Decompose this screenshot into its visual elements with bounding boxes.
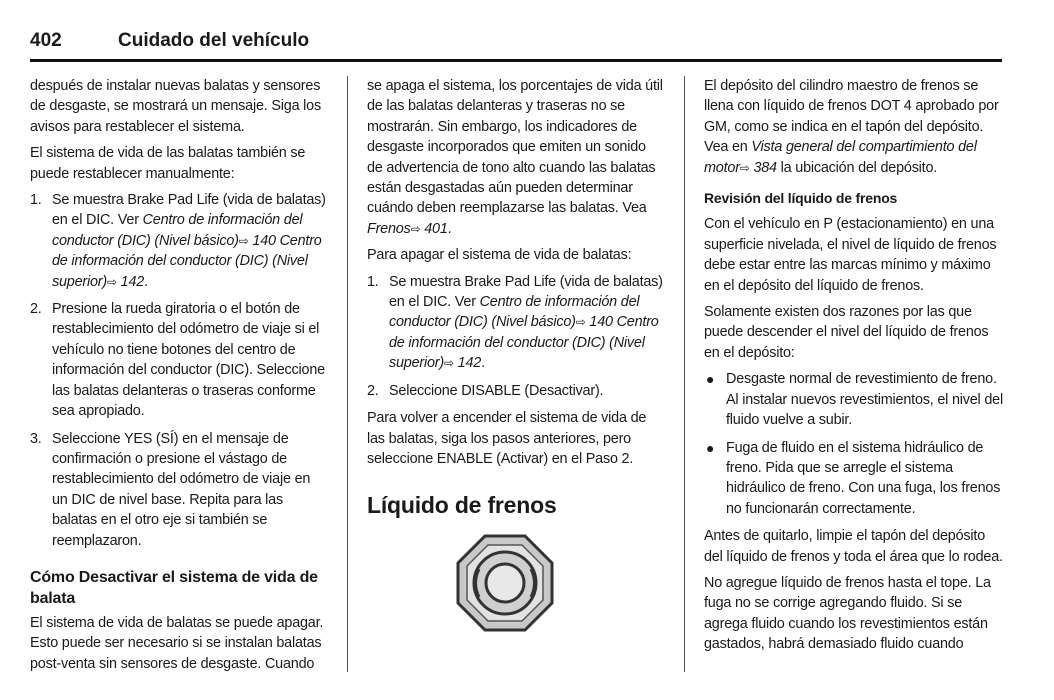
paragraph-end: .: [447, 220, 452, 237]
page-ref[interactable]: 140: [248, 232, 280, 249]
paragraph: No agregue líquido de frenos hasta el tope. La fuga no se corrige agregando fluido. Si se agrega fluido cuando los revestimientos están gastados, habrá demasiado fluido cuando: [704, 574, 991, 653]
paragraph-text: El depósito del cilindro maestro de frenos se llena con líquido de frenos DOT 4 aprobado por GM, como se indica en el tapón del depósito. Vea en: [704, 78, 999, 156]
disable-steps-list: [367, 272, 665, 401]
chapter-title: Cuidado del vehículo: [118, 30, 310, 51]
step-number: 2.: [367, 382, 379, 399]
page-arrow-icon: ⇨: [238, 233, 249, 248]
page-arrow-icon: ⇨: [739, 160, 750, 175]
page-ref[interactable]: 384: [749, 159, 777, 176]
reset-steps-list: [30, 190, 328, 551]
cross-reference-link[interactable]: Vista general del compartimiento del motor: [704, 139, 977, 176]
section-subheading: Cómo Desactivar el sistema de vida de balata: [30, 568, 318, 607]
bullet-text: Desgaste normal de revestimiento de freno. Al instalar nuevos revestimientos, el nivel del fluido vuelve a subir.: [726, 371, 1003, 429]
page-arrow-icon: ⇨: [410, 221, 421, 236]
reasons-list: [704, 369, 1004, 519]
step-number: 3.: [30, 430, 42, 447]
column-3: [704, 76, 1004, 661]
bullet-icon: ●: [706, 371, 715, 388]
section-title: Líquido de frenos: [367, 492, 557, 519]
step-number: 1.: [367, 273, 379, 290]
page-arrow-icon: ⇨: [575, 315, 586, 330]
cross-reference-link[interactable]: Centro de información del conductor (DIC) (Nivel superior): [389, 314, 659, 372]
step-text: Presione la rueda giratoria o el botón de restablecimiento del odómetro de viaje si el vehículo no tiene botones del centro de información del conductor (DIC). Seleccione las balatas delanteras o traseras conforme sea apropiado.: [52, 301, 325, 420]
list-item: [30, 429, 328, 551]
step-number: 1.: [30, 192, 42, 209]
step-text: Se muestra Brake Pad Life (vida de balatas) en el DIC. Ver: [389, 273, 663, 311]
bullet-icon: ●: [706, 439, 715, 456]
paragraph: Con el vehículo en P (estacionamiento) en una superficie nivelada, el nivel de líquido de frenos debe estar entre las marcas mínimo y máximo en el depósito del líquido de frenos.: [704, 216, 997, 294]
cross-reference-link[interactable]: Centro de información del conductor (DIC) (Nivel básico): [52, 212, 303, 249]
section-subheading: Revisión del líquido de frenos: [704, 190, 898, 207]
page-number: 402: [30, 30, 62, 51]
cross-reference-link[interactable]: Frenos: [367, 220, 411, 237]
page-arrow-icon: ⇨: [443, 356, 454, 371]
list-item: [704, 438, 1004, 520]
page-header: [30, 28, 1002, 62]
page-ref[interactable]: 401: [420, 220, 448, 237]
brake-fluid-cap-icon: [455, 533, 555, 633]
page-arrow-icon: ⇨: [106, 274, 117, 289]
step-end: .: [481, 355, 485, 372]
column-divider: [347, 76, 348, 672]
paragraph: El sistema de vida de balatas se puede apagar. Esto puede ser necesario si se instalan balatas post-venta sin sensores de desgaste. Cuando: [30, 614, 324, 672]
column-divider: [684, 76, 685, 672]
cross-reference-link[interactable]: Centro de información del conductor (DIC) (Nivel básico): [389, 294, 640, 331]
list-item: [30, 299, 328, 421]
cross-reference-link[interactable]: Centro de información del conductor (DIC) (Nivel superior): [52, 232, 322, 290]
step-text: Se muestra Brake Pad Life (vida de balatas) en el DIC. Ver: [52, 192, 326, 229]
step-end: .: [144, 273, 148, 290]
column-2: [367, 76, 665, 633]
paragraph: El sistema de vida de las balatas también se puede restablecer manualmente:: [30, 145, 306, 182]
page-ref[interactable]: 142: [116, 273, 145, 290]
bullet-text: Fuga de fluido en el sistema hidráulico de freno. Pida que se arregle el sistema hidráulico de freno. Con una fuga, los frenos no funcionarán correctamente.: [726, 439, 1001, 517]
list-item: [367, 272, 665, 374]
paragraph: [704, 76, 1004, 178]
paragraph: Solamente existen dos razones por las que puede descender el nivel del líquido de frenos en el depósito:: [704, 304, 989, 361]
paragraph: Para volver a encender el sistema de vida de las balatas, siga los pasos anteriores, pero seleccione ENABLE (Activar) en el Paso 2.: [367, 410, 647, 467]
paragraph: después de instalar nuevas balatas y sensores de desgaste, se mostrará un mensaje. Siga los avisos para restablecer el sistema.: [30, 78, 321, 135]
step-text: Seleccione YES (SÍ) en el mensaje de confirmación o presione el vástago de restablecimiento del odómetro de viaje en un DIC de nivel base. Repita para las balatas en el otro eje si también se reemplazaron.: [52, 430, 311, 549]
paragraph-text: se apaga el sistema, los porcentajes de vida útil de las balatas delanteras y traseras no se mostrarán. Sin embargo, los indicadores de desgaste incorporados que emiten un sonido de advertencia de tono alto cuando las balatas están desgastadas aún pueden determinar cuándo deben reemplazarse las balatas. Vea: [367, 78, 663, 217]
step-number: 2.: [30, 301, 42, 318]
paragraph: Para apagar el sistema de vida de balatas:: [367, 247, 632, 264]
page-ref[interactable]: 142: [453, 355, 482, 372]
column-1: [30, 76, 328, 680]
page-ref[interactable]: 140: [585, 314, 617, 331]
list-item: [704, 369, 1004, 430]
list-item: [30, 190, 328, 292]
paragraph: [367, 76, 665, 239]
paragraph: Antes de quitarlo, limpie el tapón del depósito del líquido de frenos y toda el área que lo rodea.: [704, 528, 1003, 565]
list-item: [367, 381, 665, 401]
paragraph-end: la ubicación del depósito.: [776, 159, 938, 176]
step-text: Seleccione DISABLE (Desactivar).: [389, 382, 604, 399]
